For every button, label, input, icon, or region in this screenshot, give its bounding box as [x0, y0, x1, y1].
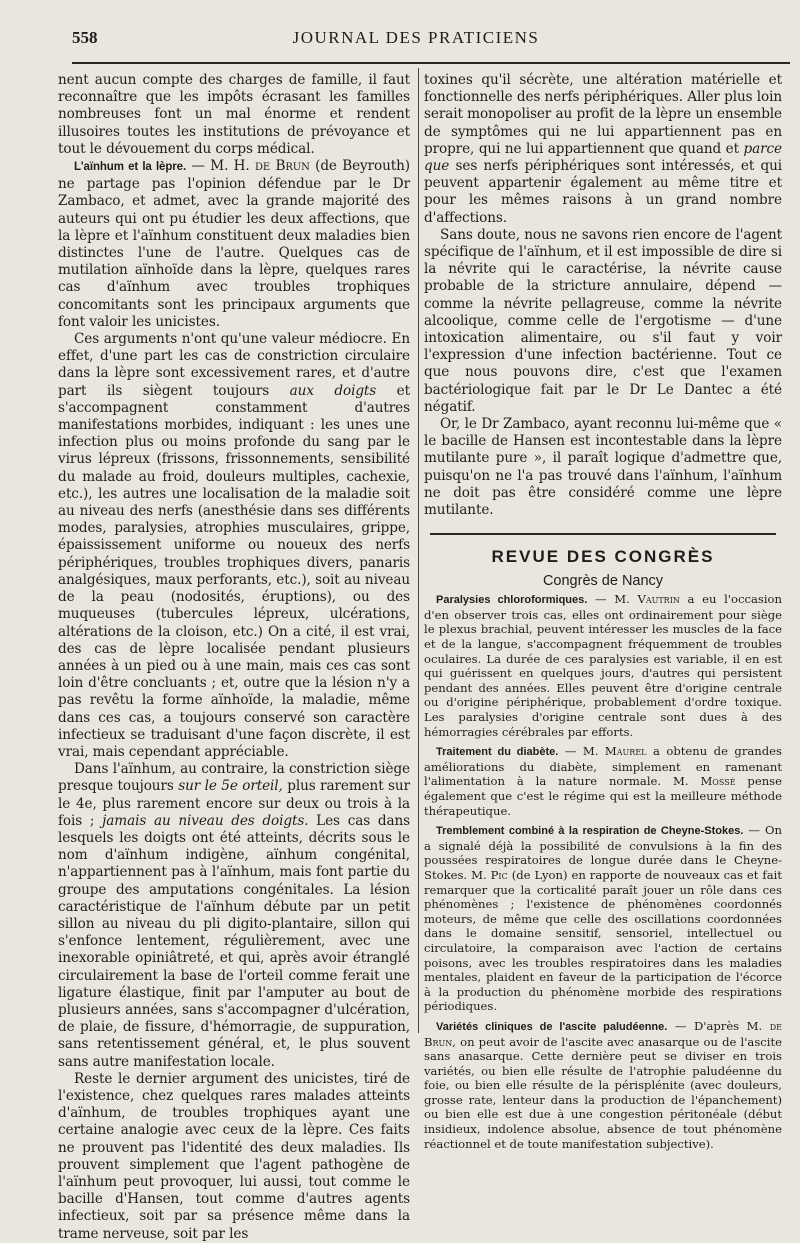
left-column: [58, 72, 410, 1243]
column-divider: [418, 68, 419, 1033]
page-number: 558: [72, 28, 98, 47]
congress-item: Traitement du diabète. — M. Maurel a obtenu de grandes améliorations du diabète, simplement en ramenant l'alimentation à la nature normale. M. Mossé pense également que c'est le régime qui est la meilleure méthode thérapeutique.: [424, 744, 782, 818]
author-name: Pic: [490, 867, 508, 882]
section-title: REVUE DES CONGRÈS: [491, 547, 715, 567]
section-rule: [430, 533, 776, 535]
author-name: Mossé: [700, 774, 736, 789]
item-heading: Paralysies chloroformiques.: [436, 594, 588, 607]
congress-item: Tremblement combiné à la respiration de Cheyne-Stokes. — On a signalé déjà la possibilité de convulsions à la fin des poussées respiratoires de longue durée dans le Cheyne-Stokes. M. Pic (de Lyon) en rapporte de nouveaux cas et fait remarquer que la corticalité paraît jouer un rôle dans ces phénomènes ; l'existence de phénomènes coordonnés moteurs, de même que celle des oscillations coordonnées dans le domaine sensitif, sensoriel, intellectuel ou circulatoire, la comparaison avec l'action de certains poisons, avec les troubles respiratoires dans les maladies mentales, plaident en faveur de la participation de l'écorce à la production du phénomène morbide des respirations périodiques.: [424, 823, 782, 1014]
journal-title: JOURNAL DES PRATICIENS: [292, 28, 540, 47]
author-name: Maurel: [604, 744, 647, 759]
page-header: [72, 24, 760, 54]
item-heading: Variétés cliniques de l'ascite paludéenne.: [436, 1020, 668, 1033]
paragraph: toxines qu'il sécrète, une altération matérielle et fonctionnelle des nerfs périphériques. Aller plus loin serait monopoliser au profit de la lèpre un ensemble de symptômes qui ne lui appartiennent pas en propre, qui ne lui appartiennent que quand et parce que ses nerfs périphériques sont intéressés, et qui peuvent appartenir également au même titre et pour les mêmes raisons à un grand nombre d'affections.: [424, 72, 782, 226]
congress-item: Paralysies chloroformiques. — M. Vautrin a eu l'occasion d'en observer trois cas, elles ont ordinairement pour siège le plexus brachial, peuvent intéresser les muscles de la face et de la langue, s'accompagnent fréquemment de troubles oculaires. La durée de ces paralysies est variable, il en est qui guérissent en quelques jours, d'autres qui persistent pendant des années. Elles peuvent être d'origine centrale ou d'origine périphérique, probablement d'ordre toxique. Les paralysies d'origine centrale sont dues à des hémorragies cérébrales par efforts.: [424, 592, 782, 739]
paragraph: Reste le dernier argument des unicistes, tiré de l'existence, chez quelques rares malades atteints d'aïnhum, de troubles trophiques ayant une certaine analogie avec ceux de la lèpre. Ces faits ne prouvent pas l'identité des deux maladies. Ils prouvent simplement que l'agent pathogène de l'aïnhum peut provoquer, lui aussi, tout comme le bacille d'Hansen, tout comme d'autres agents infectieux, soit par sa présence même dans la trame nerveuse, soit par les: [58, 1070, 410, 1242]
paragraph: L'aïnhum et la lèpre. — M. H. de Brun (de Beyrouth) ne partage pas l'opinion défendue par le Dr Zambaco, et admet, avec la grande majorité des auteurs qui ont pu étudier les deux affections, que la lèpre et l'aïnhum constituent deux maladies bien distinctes l'une de l'autre. Quelques cas de mutilation aïnhoïde dans la lèpre, quelques rares cas d'aïnhum avec troubles trophiques concomitants sont les principaux arguments que font valoir les unicistes.: [58, 158, 410, 330]
author-name: de Brun: [254, 158, 310, 175]
header-rule: [72, 62, 790, 64]
author-name: de Brun: [424, 1018, 782, 1049]
item-heading: Tremblement combiné à la respiration de Cheyne-Stokes.: [436, 825, 744, 838]
author-name: Vautrin: [637, 592, 680, 607]
paragraph: Ces arguments n'ont qu'une valeur médiocre. En effet, d'une part les cas de constriction circulaire dans la lèpre sont excessivement rares, et d'autre part ils siègent toujours aux doigts et s'accompagnent constamment d'autres manifestations morbides, indiquant : les unes une infection plus ou moins profonde du sang par le virus lépreux (frissons, frissonnements, sensibilité du malade au froid, douleurs multiples, cachexie, etc.), les autres une localisation de la maladie soit au niveau des nerfs (anesthésie dans ses différents modes, paralysies, atrophies musculaires, grippe, épaississement uniforme ou noueux des nerfs périphériques, troubles trophiques divers, panaris analgésiques, maux perforants, etc.), soit au niveau de la peau (nodosités, éruptions), ou des muqueuses (tubercules lépreux, ulcérations, altérations de la cloison, etc.) On a cité, il est vrai, des cas de lèpre localisée pendant plusieurs années à un pied ou à une main, mais ces cas sont loin d'être concluants ; et, outre que la lésion n'y a pas revêtu la forme aïnhoïde, la maladie, même dans ces cas, a toujours conservé son caractère infectieux se traduisant d'une façon discrète, il est vrai, mais cependant appréciable.: [58, 331, 410, 760]
paragraph: Or, le Dr Zambaco, ayant reconnu lui-même que « le bacille de Hansen est incontestable dans la lèpre mutilante pure », il paraît logique d'admettre que, puisqu'on ne l'a pas trouvé dans l'aïnhum, l'aïnhum ne doit pas être considéré comme une lèpre mutilante.: [424, 416, 782, 519]
right-column: [424, 72, 782, 1156]
congress-title: Congrès de Nancy: [542, 573, 664, 590]
paragraph: nent aucun compte des charges de famille, il faut reconnaître que les impôts écrasant les familles nombreuses font un mal énorme et rendent illusoires toutes les institutions de prévoyance et tout le dévouement du corps médical.: [58, 72, 410, 157]
item-heading: Traitement du diabète.: [436, 746, 559, 759]
article-heading: L'aïnhum et la lèpre.: [74, 161, 187, 174]
paragraph: Sans doute, nous ne savons rien encore de l'agent spécifique de l'aïnhum, et il est impossible de dire si la névrite qui le caractérise, la névrite cause probable de la stricture annulaire, dépend — comme la névrite pellagreuse, comme la névrite alcoolique, comme celle de l'ergotisme — d'une intoxication alimentaire, ou s'il faut y voir l'expression d'une infection bactérienne. Tout ce que nous pouvons dire, c'est que l'examen bactériologique fait par le Dr Le Dantec a été négatif.: [424, 226, 782, 415]
congress-item: Variétés cliniques de l'ascite paludéenne. — D'après M. de Brun, on peut avoir de l'ascite avec anasarque ou de l'ascite sans anasarque. Cette dernière peut se diviser en trois variétés, ou bien elle résulte de l'atrophie paludéenne du foie, ou bien elle résulte de la périsplénite (avec douleurs, grosse rate, lenteur dans la production de l'épanchement) ou bien elle est due à une congestion péritonéale (début insidieux, indolence absolue, absence de tout phénomène réactionnel et de toute manifestation subjective).: [424, 1018, 782, 1151]
paragraph: Dans l'aïnhum, au contraire, la constriction siège presque toujours sur le 5e orteil, plus rarement sur le 4e, plus rarement encore sur deux ou trois à la fois ; jamais au niveau des doigts. Les cas dans lesquels les doigts ont été atteints, décrits sous le nom d'aïnhum indigène, aïnhum congénital, n'appartiennent pas à l'aïnhum, mais font partie du groupe des amputations congénitales. La lésion caractéristique de l'aïnhum débute par un petit sillon au niveau du pli digito-plantaire, sillon qui s'enfonce lentement, régulièrement, avec une inexorable opiniâtreté, et qui, après avoir étranglé circulairement la base de l'orteil comme ferait une ligature élastique, finit par l'amputer au bout de plusieurs années, sans s'accompagner d'ulcération, de plaie, de fissure, d'hémorragie, de suppuration, sans retentissement général, et, le plus souvent sans autre manifestation locale.: [58, 761, 410, 1070]
